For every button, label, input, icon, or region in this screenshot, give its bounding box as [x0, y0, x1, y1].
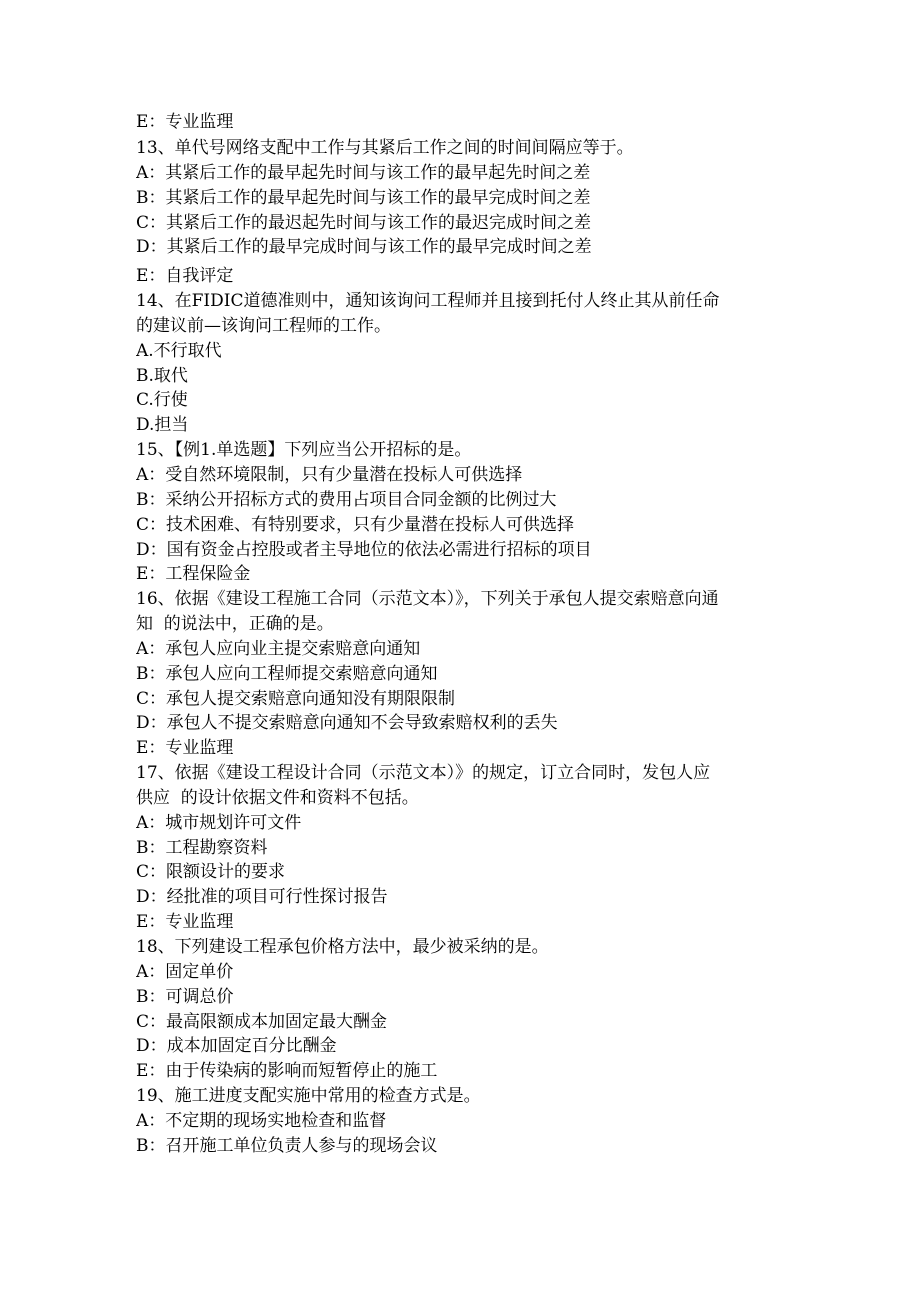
- option-line: B：承包人应向工程师提交索赔意向通知: [136, 663, 438, 684]
- option-line: A：承包人应向业主提交索赔意向通知: [136, 638, 421, 659]
- option-line: E：专业监理: [136, 912, 234, 933]
- question-17: 17、依据《建设工程设计合同（示范文本）》的规定，订立合同时，发包人应: [136, 763, 711, 784]
- option-line: B：召开施工单位负责人参与的现场会议: [136, 1135, 438, 1156]
- option-line: A：不定期的现场实地检查和监督: [136, 1110, 387, 1131]
- option-line: D：经批准的项目可行性探讨报告: [136, 887, 388, 908]
- option-line: A：固定单价: [136, 961, 234, 982]
- question-14-continued: 的建议前—该询问工程师的工作。: [136, 315, 391, 336]
- question-19: 19、施工进度支配实施中常用的检查方式是。: [136, 1086, 481, 1107]
- option-line: C：限额设计的要求: [136, 862, 286, 883]
- option-line: E：工程保险金: [136, 564, 251, 585]
- option-line: B.取代: [136, 365, 188, 386]
- option-line: E：专业监理: [136, 738, 234, 759]
- option-line: B：其紧后工作的最早起先时间与该工作的最早完成时间之差: [136, 187, 591, 208]
- option-line: E：由于传染病的影响而短暂停止的施工: [136, 1061, 438, 1082]
- option-line: E：自我评定: [136, 266, 234, 287]
- option-line: C：最高限额成本加固定最大酬金: [136, 1011, 388, 1032]
- option-line: B：可调总价: [136, 986, 234, 1007]
- option-line: A：其紧后工作的最早起先时间与该工作的最早起先时间之差: [136, 162, 591, 183]
- option-line: D：承包人不提交索赔意向通知不会导致索赔权利的丢失: [136, 713, 558, 734]
- option-line: C：承包人提交索赔意向通知没有期限限制: [136, 688, 456, 709]
- question-14: 14、在FIDIC道德准则中，通知该询问工程师并且接到托付人终止其从前任命: [136, 291, 720, 312]
- option-line: A：城市规划许可文件: [136, 812, 302, 833]
- question-18: 18、下列建设工程承包价格方法中，最少被采纳的是。: [136, 937, 549, 957]
- option-line: B：工程勘察资料: [136, 837, 268, 858]
- option-line: D.担当: [136, 415, 189, 436]
- document-page: [136, 109, 796, 1159]
- option-line: C.行使: [136, 390, 188, 411]
- option-line: D：其紧后工作的最早完成时间与该工作的最早完成时间之差: [136, 237, 592, 258]
- option-line: A.不行取代: [136, 340, 222, 361]
- question-16: 16、依据《建设工程施工合同（示范文本）》，下列关于承包人提交索赔意向通: [136, 589, 719, 610]
- question-17-continued: 供应 的设计依据文件和资料不包括。: [136, 787, 419, 808]
- option-line: A：受自然环境限制，只有少量潜在投标人可供选择: [136, 464, 523, 485]
- option-line: D：国有资金占控股或者主导地位的依法必需进行招标的项目: [136, 539, 592, 560]
- question-15: 15、【例1.单选题】下列应当公开招标的是。: [136, 440, 472, 461]
- option-line: C：技术困难、有特别要求，只有少量潜在投标人可供选择: [136, 514, 575, 535]
- text-line: E：专业监理: [136, 112, 234, 132]
- option-line: B：采纳公开招标方式的费用占项目合同金额的比例过大: [136, 489, 557, 510]
- question-13: 13、单代号网络支配中工作与其紧后工作之间的时间间隔应等于。: [136, 138, 634, 158]
- question-16-continued: 知 的说法中，正确的是。: [136, 614, 334, 635]
- option-line: D：成本加固定百分比酬金: [136, 1036, 337, 1057]
- option-line: C：其紧后工作的最迟起先时间与该工作的最迟完成时间之差: [136, 212, 592, 233]
